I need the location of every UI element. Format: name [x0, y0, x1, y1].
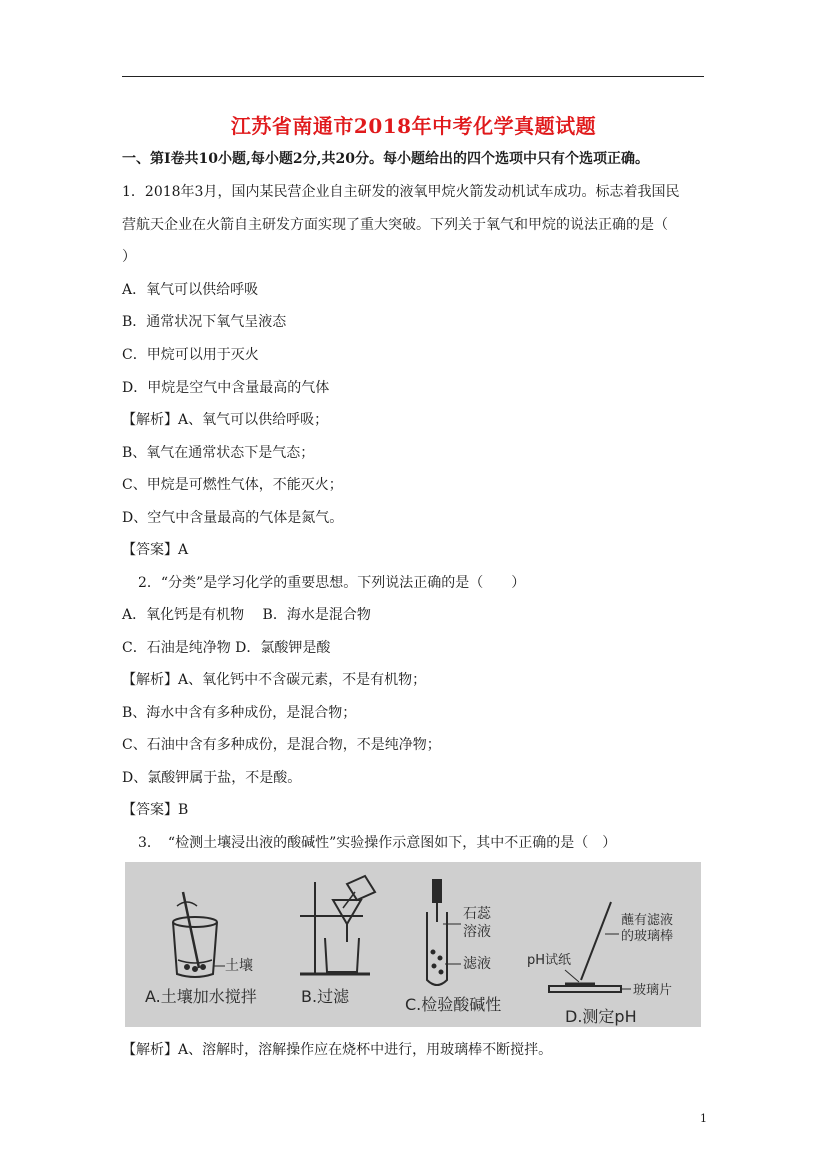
section-header: 一、第Ⅰ卷共10小题,每小题2分,共20分。每小题给出的四个选项中只有个选项正确。 [122, 151, 650, 167]
q2-options-cd: C．石油是纯净物 D．氯酸钾是酸 [122, 640, 331, 656]
q1-analysis-a: 【解析】A、氧气可以供给呼吸； [122, 412, 329, 428]
q2-analysis-c: C、石油中含有多种成份，是混合物，不是纯净物； [122, 737, 441, 753]
q1-analysis-d: D、空气中含量最高的气体是氮气。 [122, 510, 344, 526]
q3-analysis-a: 【解析】A、溶解时，溶解操作应在烧杯中进行，用玻璃棒不断搅拌。 [122, 1042, 553, 1058]
q1-stem-line1: 1．2018年3月，国内某民营企业自主研发的液氧甲烷火箭发动机试车成功。标志着我国民 [122, 184, 680, 200]
page-title: 江苏省南通市2018年中考化学真题试题 [230, 114, 597, 138]
label-dip-1: 蘸有滤液 [621, 913, 674, 928]
label-litmus-1: 石蕊 [463, 906, 491, 922]
header-rule [122, 76, 704, 77]
q1-analysis-b: B、氧气在通常状态下是气态； [122, 445, 315, 461]
q2-options-ab: A．氧化钙是有机物 B．海水是混合物 [122, 607, 371, 623]
q1-option-c: C．甲烷可以用于灭火 [122, 347, 259, 363]
q1-option-a: A．氧气可以供给呼吸 [122, 282, 259, 298]
q1-stem-line3: ） [122, 249, 136, 265]
label-glass-slide: 玻璃片 [633, 983, 673, 998]
filtration-illustration [300, 876, 375, 974]
caption-c: C.检验酸碱性 [405, 995, 502, 1014]
q1-stem-line2: 营航天企业在火箭自主研发方面实现了重大突破。下列关于氧气和甲烷的说法正确的是（ [122, 217, 668, 233]
q1-option-b: B．通常状况下氧气呈液态 [122, 314, 287, 330]
label-filtrate: 滤液 [463, 956, 491, 972]
q2-answer: 【答案】B [122, 802, 189, 818]
q1-analysis-c: C、甲烷是可燃性气体，不能灭火； [122, 477, 343, 493]
label-soil: 土壤 [225, 958, 253, 974]
q2-stem: 2．“分类”是学习化学的重要思想。下列说法正确的是（ ） [138, 575, 526, 591]
experiment-figure [125, 862, 701, 1027]
page-number: 1 [700, 1112, 707, 1125]
q2-analysis-d: D、氯酸钾属于盐，不是酸。 [122, 770, 302, 786]
label-litmus-2: 溶液 [463, 924, 491, 940]
beaker-stirring-illustration [173, 892, 225, 977]
q2-analysis-b: B、海水中含有多种成份，是混合物； [122, 705, 357, 721]
q1-answer: 【答案】A [122, 542, 189, 558]
caption-a: A.土壤加水搅拌 [145, 987, 257, 1006]
caption-b: B.过滤 [301, 987, 350, 1006]
ph-measure-illustration [549, 902, 631, 992]
experiment-diagram [125, 862, 701, 1027]
q3-stem: 3． “检测土壤浸出液的酸碱性”实验操作示意图如下，其中不正确的是（ ） [138, 835, 617, 851]
test-tube-illustration [427, 880, 461, 985]
label-ph-paper: pH试纸 [527, 953, 572, 968]
caption-d: D.测定pH [565, 1007, 637, 1026]
q2-analysis-a: 【解析】A、氧化钙中不含碳元素，不是有机物； [122, 672, 427, 688]
label-dip-2: 的玻璃棒 [621, 929, 674, 944]
q1-option-d: D．甲烷是空气中含量最高的气体 [122, 380, 330, 396]
